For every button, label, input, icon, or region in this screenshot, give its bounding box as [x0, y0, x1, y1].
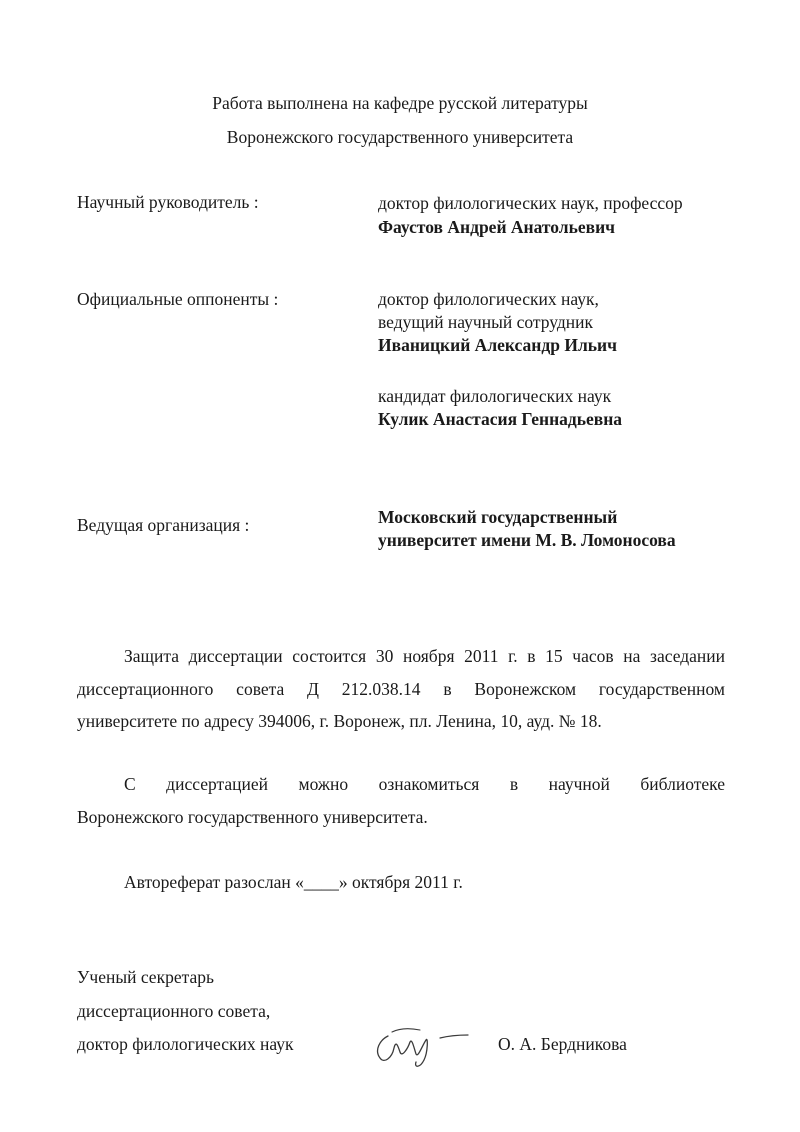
opponents-label: Официальные оппоненты : [77, 289, 279, 309]
secretary-name: О. А. Бердникова [498, 1034, 627, 1054]
supervisor-name: Фаустов Андрей Анатольевич [378, 217, 616, 237]
opponent-1-degree: доктор филологических наук, [378, 289, 599, 309]
supervisor-degree: доктор филологических наук, профессор [378, 193, 683, 213]
defense-line-1: Защита диссертации состоится 30 ноября 2011 г. в 15 часов на заседании [124, 646, 725, 666]
library-line-1: С диссертацией можно ознакомиться в научной библиотеке [124, 774, 725, 794]
secretary-line-3: доктор филологических наук [77, 1034, 294, 1054]
opponent-1-position: ведущий научный сотрудник [378, 312, 594, 332]
supervisor-label: Научный руководитель : [77, 192, 259, 212]
opponent-2-degree: кандидат филологических наук [378, 386, 612, 406]
lead-org-line-1: Московский государственный [378, 507, 618, 527]
mailing-date: Автореферат разослан «____» октября 2011 г. [124, 872, 463, 892]
secretary-line-2: диссертационного совета, [77, 1001, 271, 1021]
header-line-2: Воронежского государственного университета [226, 127, 574, 147]
secretary-line-1: Ученый секретарь [77, 967, 214, 987]
lead-org-label: Ведущая организация : [77, 515, 250, 535]
defense-line-2: диссертационного совета Д 212.038.14 в Воронежском государственном [77, 679, 725, 699]
defense-line-3: университете по адресу 394006, г. Воронеж, пл. Ленина, 10, ауд. № 18. [77, 711, 602, 731]
header-line-1: Работа выполнена на кафедре русской литературы [212, 93, 588, 113]
handwritten-signature [370, 1018, 480, 1078]
lead-org-line-2: университет имени М. В. Ломоносова [378, 530, 676, 550]
opponent-1-name: Иваницкий Александр Ильич [378, 335, 617, 355]
library-line-2: Воронежского государственного университета. [77, 807, 428, 827]
opponent-2-name: Кулик Анастасия Геннадьевна [378, 409, 623, 429]
